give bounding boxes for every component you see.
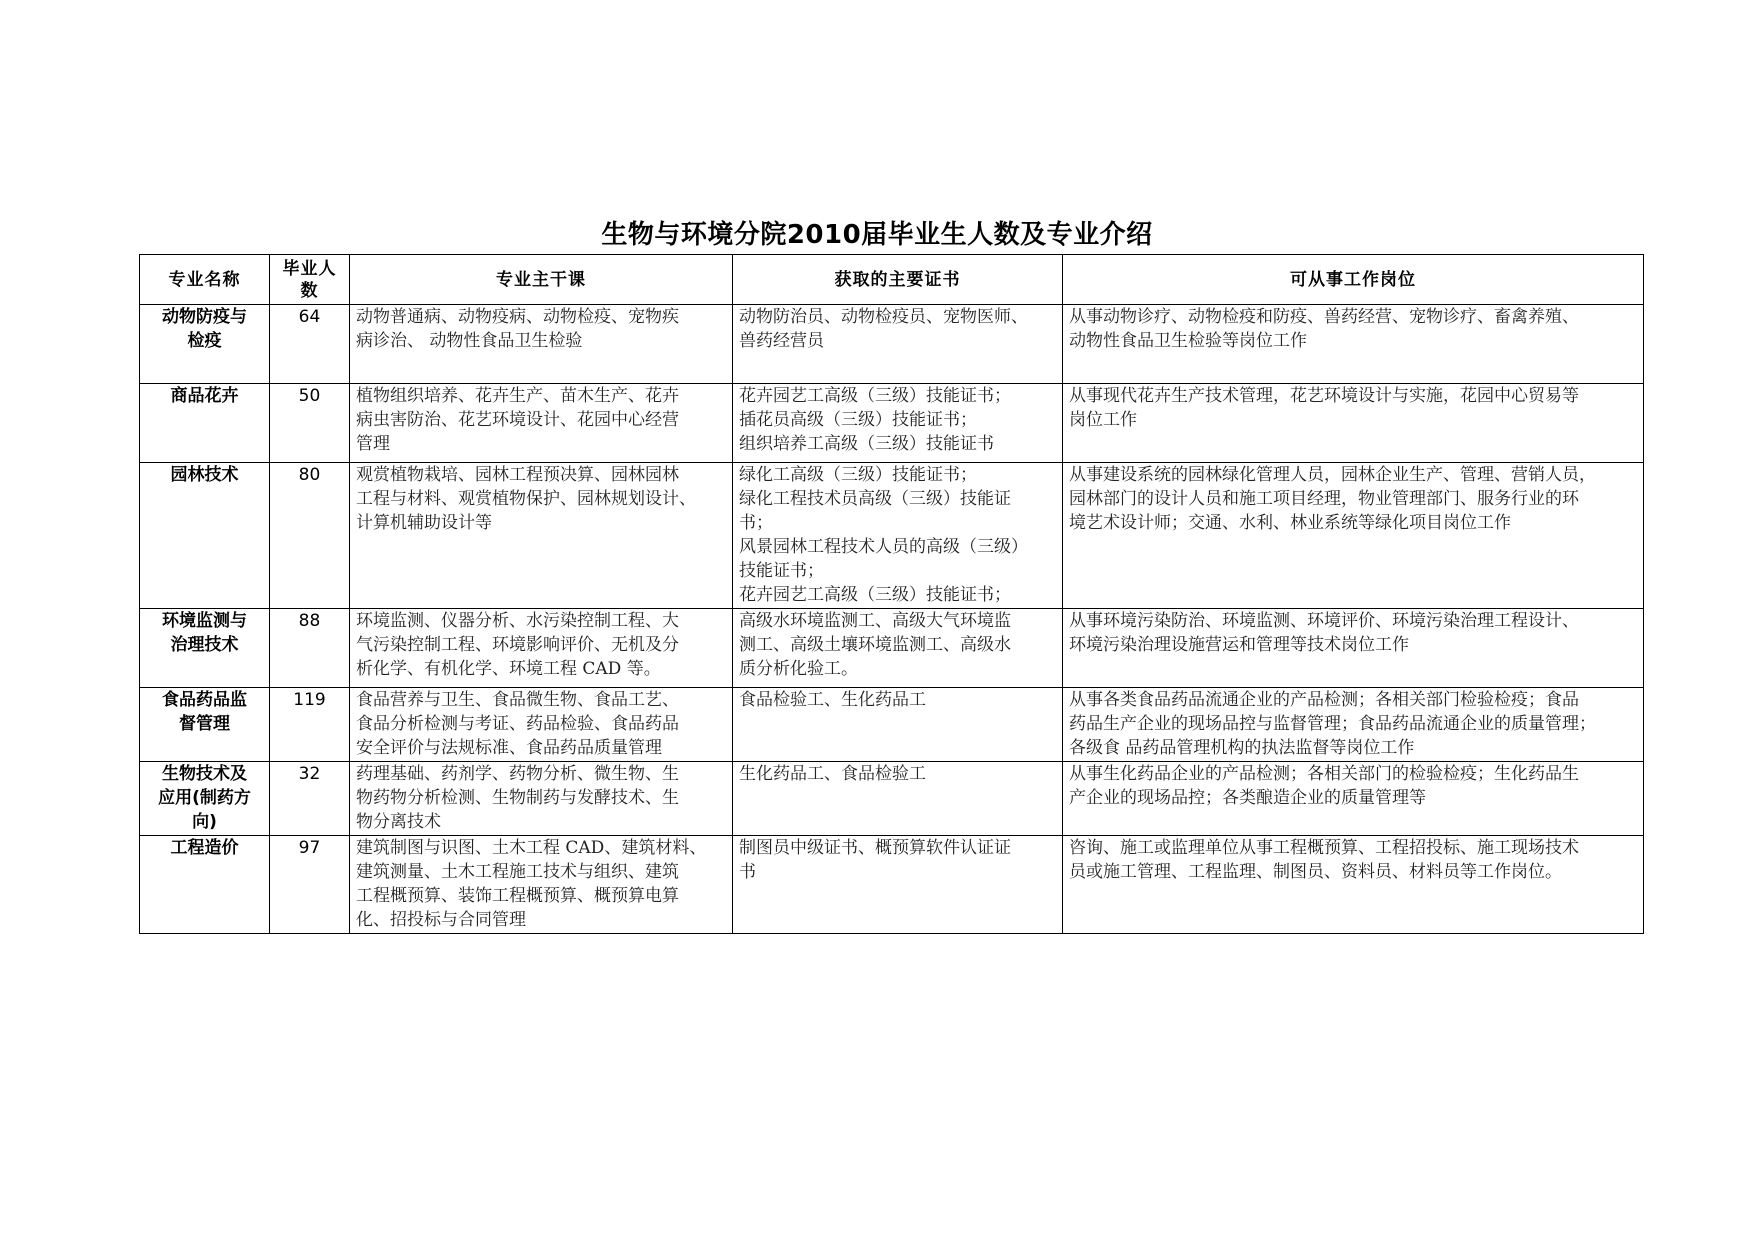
cell-certificates-line: 质分析化验工。 (739, 659, 858, 679)
cell-job-positions-line: 境艺术设计师；交通、水利、林业系统等绿化项目岗位工作 (1069, 513, 1511, 533)
cell-main-courses-line: 观赏植物栽培、园林工程预决算、园林园林 (356, 465, 679, 485)
cell-main-courses-line: 环境监测、仪器分析、水污染控制工程、大 (356, 611, 679, 631)
cell-certificates-line: 绿化工高级（三级）技能证书； (739, 465, 977, 485)
cell-main-courses-line: 动物普通病、动物疫病、动物检疫、宠物疾 (356, 307, 679, 327)
cell-main-courses-line: 物药物分析检测、生物制药与发酵技术、生 (356, 788, 679, 808)
table-row (140, 762, 1644, 836)
cell-main-courses-line: 食品营养与卫生、食品微生物、食品工艺、 (356, 690, 679, 710)
cell-main-courses (350, 836, 733, 934)
cell-major-name (140, 688, 270, 762)
cell-main-courses (350, 463, 733, 609)
cell-certificates-line: 生化药品工、食品检验工 (739, 764, 926, 784)
cell-certificates-line: 绿化工程技术员高级（三级）技能证 (739, 489, 1011, 509)
cell-job-positions-line: 动物性食品卫生检验等岗位工作 (1069, 331, 1307, 351)
cell-job-positions-line: 从事现代花卉生产技术管理，花艺环境设计与实施，花园中心贸易等 (1069, 386, 1579, 406)
cell-main-courses-line: 食品分析检测与考证、药品检验、食品药品 (356, 714, 679, 734)
cell-job-positions-line: 产企业的现场品控；各类酿造企业的质量管理等 (1069, 788, 1426, 808)
header-certificates: 获取的主要证书 (733, 255, 1063, 305)
cell-certificates-line: 花卉园艺工高级（三级）技能证书； (739, 386, 1011, 406)
cell-job-positions-line: 园林部门的设计人员和施工项目经理，物业管理部门、服务行业的环 (1069, 489, 1579, 509)
cell-job-positions (1063, 836, 1644, 934)
cell-job-positions (1063, 384, 1644, 463)
cell-major-name-line: 园林技术 (170, 465, 239, 485)
cell-main-courses (350, 305, 733, 384)
cell-certificates (733, 305, 1063, 384)
cell-graduate-count: 50 (270, 384, 350, 463)
cell-main-courses (350, 688, 733, 762)
header-major-name: 专业名称 (140, 255, 270, 305)
cell-major-name-line: 工程造价 (170, 838, 239, 858)
cell-job-positions-line: 各级食 品药品管理机构的执法监督等岗位工作 (1069, 738, 1415, 758)
cell-job-positions (1063, 688, 1644, 762)
cell-major-name-line: 环境监测与 (162, 611, 247, 631)
cell-graduate-count: 64 (270, 305, 350, 384)
cell-major-name-line: 督管理 (179, 714, 230, 734)
page-title: 生物与环境分院2010届毕业生人数及专业介绍 (601, 220, 1153, 250)
cell-major-name-line: 食品药品监 (162, 690, 247, 710)
cell-main-courses-line: 工程与材料、观赏植物保护、园林规划设计、 (356, 489, 696, 509)
cell-main-courses-line: 安全评价与法规标准、食品药品质量管理 (356, 738, 662, 758)
cell-job-positions-line: 岗位工作 (1069, 410, 1137, 430)
cell-certificates-line: 组织培养工高级（三级）技能证书 (739, 434, 994, 454)
cell-main-courses (350, 384, 733, 463)
cell-job-positions (1063, 609, 1644, 688)
cell-certificates-line: 制图员中级证书、概预算软件认证证 (739, 838, 1011, 858)
cell-major-name-line: 向) (192, 812, 217, 832)
cell-certificates-line: 高级水环境监测工、高级大气环境监 (739, 611, 1011, 631)
cell-certificates-line: 风景园林工程技术人员的高级（三级） (739, 537, 1028, 557)
table-row (140, 836, 1644, 934)
cell-certificates-line: 兽药经营员 (739, 331, 824, 351)
cell-job-positions (1063, 305, 1644, 384)
cell-graduate-count: 80 (270, 463, 350, 609)
cell-graduate-count: 97 (270, 836, 350, 934)
cell-graduate-count: 32 (270, 762, 350, 836)
header-main-courses: 专业主干课 (350, 255, 733, 305)
cell-main-courses (350, 762, 733, 836)
header-graduate-count (270, 255, 350, 305)
majors-table (139, 254, 1644, 934)
cell-major-name (140, 762, 270, 836)
cell-job-positions-line: 环境污染治理设施营运和管理等技术岗位工作 (1069, 635, 1409, 655)
cell-certificates-line: 技能证书； (739, 561, 824, 581)
cell-major-name (140, 305, 270, 384)
cell-major-name (140, 384, 270, 463)
cell-certificates (733, 688, 1063, 762)
cell-main-courses-line: 析化学、有机化学、环境工程 CAD 等。 (356, 659, 661, 679)
table-row (140, 463, 1644, 609)
cell-job-positions-line: 从事各类食品药品流通企业的产品检测；各相关部门检验检疫；食品 (1069, 690, 1579, 710)
cell-certificates-line: 食品检验工、生化药品工 (739, 690, 926, 710)
cell-job-positions-line: 从事动物诊疗、动物检疫和防疫、兽药经营、宠物诊疗、畜禽养殖、 (1069, 307, 1579, 327)
cell-major-name (140, 463, 270, 609)
table-body (140, 305, 1644, 934)
cell-job-positions-line: 药品生产企业的现场品控与监督管理；食品药品流通企业的质量管理； (1069, 714, 1596, 734)
cell-certificates-line: 书 (739, 862, 756, 882)
cell-main-courses-line: 化、招投标与合同管理 (356, 910, 526, 930)
cell-major-name-line: 治理技术 (170, 635, 239, 655)
table-row (140, 688, 1644, 762)
cell-main-courses-line: 药理基础、药剂学、药物分析、微生物、生 (356, 764, 679, 784)
cell-main-courses-line: 病虫害防治、花艺环境设计、花园中心经营 (356, 410, 679, 430)
table-row (140, 384, 1644, 463)
cell-graduate-count: 119 (270, 688, 350, 762)
cell-major-name-line: 生物技术及 (162, 764, 247, 784)
cell-job-positions-line: 从事生化药品企业的产品检测；各相关部门的检验检疫；生化药品生 (1069, 764, 1579, 784)
header-count-line: 毕业人 (282, 258, 337, 279)
table-header-row (140, 255, 1644, 305)
cell-certificates-line: 测工、高级土壤环境监测工、高级水 (739, 635, 1011, 655)
cell-major-name-line: 商品花卉 (170, 386, 239, 406)
cell-job-positions (1063, 762, 1644, 836)
cell-certificates-line: 书； (739, 513, 773, 533)
cell-certificates (733, 384, 1063, 463)
cell-major-name (140, 836, 270, 934)
cell-job-positions-line: 员或施工管理、工程监理、制图员、资料员、材料员等工作岗位。 (1069, 862, 1562, 882)
cell-main-courses-line: 计算机辅助设计等 (356, 513, 492, 533)
header-job-positions: 可从事工作岗位 (1063, 255, 1644, 305)
table-row (140, 305, 1644, 384)
cell-main-courses-line: 工程概预算、装饰工程概预算、概预算电算 (356, 886, 679, 906)
cell-main-courses-line: 建筑制图与识图、土木工程 CAD、建筑材料、 (356, 838, 707, 858)
cell-certificates (733, 463, 1063, 609)
cell-main-courses-line: 物分离技术 (356, 812, 441, 832)
cell-main-courses (350, 609, 733, 688)
cell-main-courses-line: 病诊治、 动物性食品卫生检验 (356, 331, 583, 351)
cell-major-name-line: 动物防疫与 (162, 307, 247, 327)
cell-job-positions-line: 从事环境污染防治、环境监测、环境评价、环境污染治理工程设计、 (1069, 611, 1579, 631)
cell-certificates (733, 762, 1063, 836)
cell-graduate-count: 88 (270, 609, 350, 688)
cell-major-name-line: 检疫 (187, 331, 222, 351)
table-row (140, 609, 1644, 688)
cell-certificates-line: 动物防治员、动物检疫员、宠物医师、 (739, 307, 1028, 327)
cell-main-courses-line: 植物组织培养、花卉生产、苗木生产、花卉 (356, 386, 679, 406)
header-count-line: 数 (300, 280, 319, 301)
cell-certificates (733, 609, 1063, 688)
cell-main-courses-line: 管理 (356, 434, 390, 454)
cell-certificates-line: 插花员高级（三级）技能证书； (739, 410, 977, 430)
cell-major-name (140, 609, 270, 688)
cell-major-name-line: 应用(制药方 (158, 788, 251, 808)
cell-main-courses-line: 建筑测量、土木工程施工技术与组织、建筑 (356, 862, 679, 882)
cell-job-positions-line: 从事建设系统的园林绿化管理人员，园林企业生产、管理、营销人员， (1069, 465, 1596, 485)
cell-job-positions-line: 咨询、施工或监理单位从事工程概预算、工程招投标、施工现场技术 (1069, 838, 1579, 858)
cell-certificates (733, 836, 1063, 934)
cell-job-positions (1063, 463, 1644, 609)
cell-main-courses-line: 气污染控制工程、环境影响评价、无机及分 (356, 635, 679, 655)
cell-certificates-line: 花卉园艺工高级（三级）技能证书； (739, 585, 1011, 605)
